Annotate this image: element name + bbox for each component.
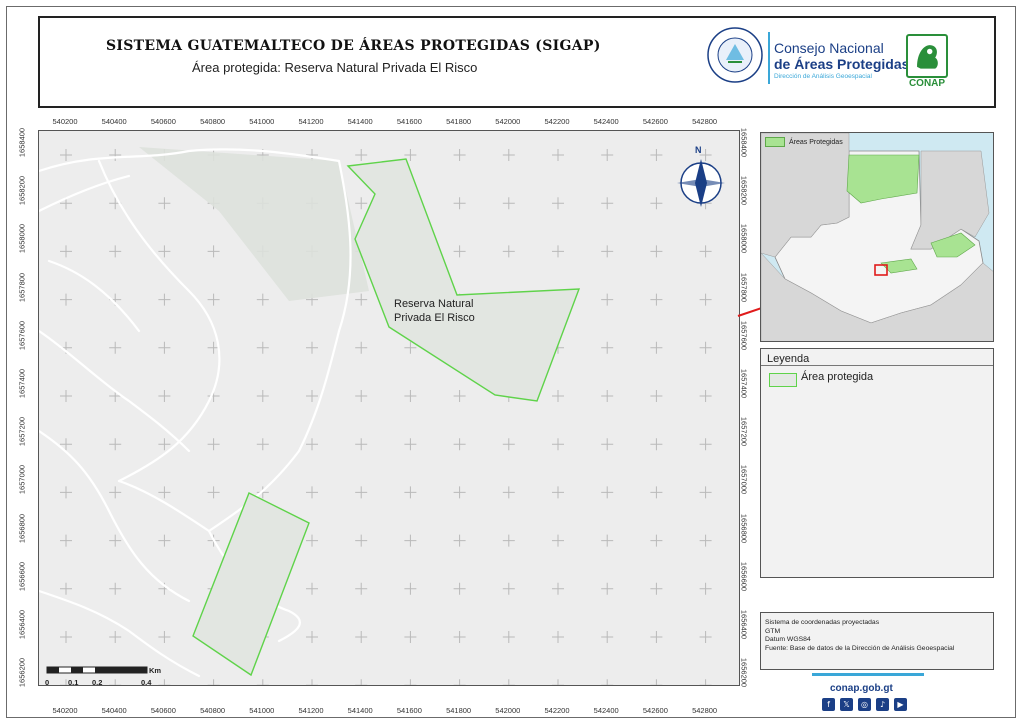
grid-cross <box>601 149 613 161</box>
grid-cross <box>355 486 367 498</box>
grid-cross <box>109 535 121 547</box>
y-tick-label: 1656200 <box>17 658 27 688</box>
grid-cross <box>700 535 712 547</box>
grid-cross <box>454 438 466 450</box>
grid-cross <box>552 197 564 209</box>
grid-cross <box>355 438 367 450</box>
grid-cross <box>700 342 712 354</box>
grid-cross <box>208 486 220 498</box>
scale-label-2: 0.2 <box>92 678 103 686</box>
org-name-line3: Dirección de Análisis Geoespacial <box>774 73 872 80</box>
y-tick-label: 1657200 <box>739 417 749 447</box>
grid-cross <box>454 197 466 209</box>
y-tick-label: 1658200 <box>17 176 27 206</box>
grid-cross <box>208 294 220 306</box>
north-label: N <box>695 145 702 155</box>
grid-cross <box>552 631 564 643</box>
scale-label-1: 0.1 <box>68 678 79 686</box>
grid-cross <box>306 535 318 547</box>
grid-cross <box>306 583 318 595</box>
grid-cross <box>109 245 121 257</box>
grid-cross <box>700 631 712 643</box>
x-tick-label: 541200 <box>298 117 324 126</box>
grid-cross <box>650 245 662 257</box>
x-tick-label: 540800 <box>200 706 226 715</box>
grid-cross <box>158 197 170 209</box>
grid-cross <box>109 149 121 161</box>
grid-cross <box>552 149 564 161</box>
x-tick-label: 542600 <box>642 117 668 126</box>
grid-cross <box>454 583 466 595</box>
grid-cross <box>109 583 121 595</box>
y-tick-label: 1656400 <box>739 609 749 640</box>
y-tick-label: 1658400 <box>17 127 27 158</box>
x-tick-label: 540200 <box>52 117 78 126</box>
y-tick-label: 1657800 <box>17 272 27 302</box>
grid-cross <box>503 149 515 161</box>
grid-cross <box>650 149 662 161</box>
grid-cross <box>158 486 170 498</box>
grid-cross <box>355 583 367 595</box>
grid-cross <box>700 390 712 402</box>
grid-cross <box>257 342 269 354</box>
grid-cross <box>503 535 515 547</box>
grid-cross <box>158 679 170 686</box>
grid-cross <box>158 631 170 643</box>
grid-cross <box>552 438 564 450</box>
grid-cross <box>700 583 712 595</box>
y-tick-label: 1658000 <box>739 224 749 254</box>
x-tick-label: 542400 <box>593 706 619 715</box>
grid-cross <box>306 342 318 354</box>
grid-cross <box>355 294 367 306</box>
x-tick-label: 540600 <box>150 706 176 715</box>
grid-cross <box>109 438 121 450</box>
grid-cross <box>552 486 564 498</box>
grid-cross <box>503 486 515 498</box>
x-tick-label: 540400 <box>101 706 127 715</box>
y-tick-label: 1657400 <box>739 368 749 399</box>
grid-cross <box>601 390 613 402</box>
grid-cross <box>454 631 466 643</box>
grid-cross <box>700 245 712 257</box>
shaded-terrain <box>139 147 369 301</box>
grid-cross <box>650 390 662 402</box>
grid-cross <box>306 486 318 498</box>
org-divider <box>768 32 770 84</box>
scale-label-3: 0.4 <box>141 678 152 686</box>
grid-cross <box>109 342 121 354</box>
grid-cross <box>404 390 416 402</box>
protected-area-north[interactable] <box>348 159 579 401</box>
grid-cross <box>503 679 515 686</box>
grid-cross <box>700 486 712 498</box>
website-link[interactable]: conap.gob.gt <box>830 683 893 694</box>
grid-cross <box>503 438 515 450</box>
grid-cross <box>158 535 170 547</box>
conap-label: CONAP <box>908 78 946 89</box>
inset-legend-label: Áreas Protegidas <box>789 138 843 146</box>
grid-cross <box>700 438 712 450</box>
x-tick-label: 541400 <box>347 706 373 715</box>
grid-cross <box>552 583 564 595</box>
inset-legend-swatch <box>765 137 785 147</box>
meta-line-datum: Datum WGS84 <box>765 636 811 643</box>
grid-cross <box>601 631 613 643</box>
grid-cross <box>355 149 367 161</box>
x-tick-label: 541600 <box>396 117 422 126</box>
grid-cross <box>503 245 515 257</box>
conap-logo-icon <box>906 34 948 78</box>
x-tick-label: 541800 <box>446 706 472 715</box>
instagram-icon[interactable]: ◎ <box>858 698 871 711</box>
grid-cross <box>601 486 613 498</box>
x-tick-label: 542000 <box>495 117 521 126</box>
y-tick-label: 1656200 <box>739 658 749 688</box>
facebook-icon[interactable]: f <box>822 698 835 711</box>
grid-cross <box>454 535 466 547</box>
grid-cross <box>503 583 515 595</box>
grid-cross <box>454 390 466 402</box>
grid-cross <box>650 679 662 686</box>
org-name-line1: Consejo Nacional <box>774 40 884 56</box>
x-tick-label: 540400 <box>101 117 127 126</box>
grid-cross <box>454 149 466 161</box>
inset-map[interactable] <box>760 132 994 342</box>
y-tick-label: 1657800 <box>739 272 749 302</box>
youtube-icon[interactable]: ▶ <box>894 698 907 711</box>
grid-cross <box>601 679 613 686</box>
grid-cross <box>257 438 269 450</box>
x-icon[interactable]: 𝕏 <box>840 698 853 711</box>
grid-cross <box>404 583 416 595</box>
grid-cross <box>552 535 564 547</box>
grid-cross <box>158 245 170 257</box>
org-name-line2: de Áreas Protegidas <box>774 56 910 72</box>
grid-cross <box>552 245 564 257</box>
grid-cross <box>355 535 367 547</box>
inset-legend <box>765 137 843 147</box>
grid-cross <box>650 535 662 547</box>
grid-cross <box>650 486 662 498</box>
grid-cross <box>306 631 318 643</box>
grid-cross <box>208 438 220 450</box>
grid-cross <box>158 390 170 402</box>
grid-cross <box>355 631 367 643</box>
grid-cross <box>60 535 72 547</box>
grid-cross <box>601 197 613 209</box>
x-tick-label: 540200 <box>52 706 78 715</box>
grid-cross <box>700 294 712 306</box>
grid-cross <box>404 535 416 547</box>
y-tick-label: 1657200 <box>17 417 27 447</box>
grid-cross <box>306 679 318 686</box>
grid-cross <box>355 390 367 402</box>
grid-cross <box>60 631 72 643</box>
x-tick-label: 542200 <box>544 117 570 126</box>
grid-cross <box>454 245 466 257</box>
grid-cross <box>60 149 72 161</box>
grid-cross <box>454 679 466 686</box>
grid-cross <box>601 245 613 257</box>
grid-cross <box>700 679 712 686</box>
main-map[interactable] <box>38 130 740 686</box>
y-tick-label: 1657600 <box>739 320 749 350</box>
x-tick-label: 542200 <box>544 706 570 715</box>
grid-cross <box>60 583 72 595</box>
protected-area-south[interactable] <box>193 493 309 675</box>
y-tick-label: 1658200 <box>739 176 749 206</box>
grid-cross <box>60 245 72 257</box>
x-tick-label: 542400 <box>593 117 619 126</box>
x-tick-label: 542000 <box>495 706 521 715</box>
x-tick-label: 541000 <box>249 117 275 126</box>
grid-cross <box>601 583 613 595</box>
meta-line-gtm: GTM <box>765 627 781 635</box>
x-tick-label: 540800 <box>200 117 226 126</box>
y-tick-label: 1656600 <box>17 561 27 591</box>
y-tick-label: 1656600 <box>739 561 749 591</box>
grid-cross <box>355 679 367 686</box>
grid-cross <box>158 294 170 306</box>
grid-cross <box>158 342 170 354</box>
grid-cross <box>601 535 613 547</box>
meta-line-source: Fuente: Base de datos de la Dirección de Análisis Geoespacial <box>765 644 955 652</box>
grid-cross <box>404 631 416 643</box>
y-tick-label: 1656400 <box>17 609 27 640</box>
y-tick-label: 1657600 <box>17 320 27 350</box>
page-subtitle: Área protegida: Reserva Natural Privada El Risco <box>192 60 478 75</box>
grid-cross <box>601 294 613 306</box>
meta-line-projection: Sistema de coordenadas proyectadas <box>765 619 880 626</box>
grid-cross <box>355 342 367 354</box>
grid-cross <box>208 679 220 686</box>
y-tick-label: 1657000 <box>739 465 749 495</box>
guatemala-seal-icon <box>706 26 764 84</box>
grid-cross <box>60 294 72 306</box>
x-tick-label: 542600 <box>642 706 668 715</box>
tiktok-icon[interactable]: ♪ <box>876 698 889 711</box>
scale-unit: Km <box>149 666 162 675</box>
grid-cross <box>503 197 515 209</box>
grid-cross <box>355 197 367 209</box>
x-tick-label: 541200 <box>298 706 324 715</box>
grid-cross <box>650 583 662 595</box>
legend-panel <box>760 348 994 578</box>
legend-label-protected-area: Área protegida <box>801 371 874 383</box>
x-tick-label: 541800 <box>446 117 472 126</box>
north-arrow-icon <box>677 159 725 207</box>
footer-divider <box>812 673 924 676</box>
x-tick-label: 541400 <box>347 117 373 126</box>
social-icons <box>822 698 907 711</box>
area-label: Reserva Natural Privada El Risco <box>394 298 475 324</box>
grid-cross <box>109 631 121 643</box>
legend-title: Leyenda <box>767 353 810 365</box>
grid-cross <box>109 679 121 686</box>
grid-cross <box>306 390 318 402</box>
x-tick-label: 541000 <box>249 706 275 715</box>
page-title: SISTEMA GUATEMALTECO DE ÁREAS PROTEGIDAS (SIGAP) <box>106 38 601 54</box>
inset-canvas <box>761 133 994 342</box>
y-tick-label: 1658000 <box>17 224 27 254</box>
grid-cross <box>60 486 72 498</box>
grid-cross <box>208 245 220 257</box>
grid-cross <box>404 438 416 450</box>
grid-cross <box>257 679 269 686</box>
grid-cross <box>601 342 613 354</box>
grid-cross <box>158 438 170 450</box>
grid-cross <box>552 390 564 402</box>
x-tick-label: 542800 <box>692 117 718 126</box>
grid-cross <box>650 294 662 306</box>
map-canvas <box>39 131 740 686</box>
grid-cross <box>257 294 269 306</box>
grid-cross <box>404 486 416 498</box>
y-tick-label: 1656800 <box>739 513 749 543</box>
scale-label-0: 0 <box>45 678 50 686</box>
grid-cross <box>601 438 613 450</box>
legend-swatch-protected-area <box>769 373 797 387</box>
metadata-panel <box>760 612 994 670</box>
y-tick-label: 1657400 <box>17 368 27 399</box>
header-panel <box>38 16 996 108</box>
grid-cross <box>650 631 662 643</box>
scale-bar <box>47 667 147 673</box>
y-tick-label: 1657000 <box>17 465 27 495</box>
grid-cross <box>454 486 466 498</box>
grid-cross <box>650 342 662 354</box>
grid-cross <box>109 486 121 498</box>
grid-cross <box>60 390 72 402</box>
y-tick-label: 1658400 <box>739 127 749 158</box>
grid-cross <box>306 438 318 450</box>
y-tick-label: 1656800 <box>17 513 27 543</box>
grid-cross <box>552 679 564 686</box>
grid-cross <box>503 631 515 643</box>
grid-cross <box>650 438 662 450</box>
grid-cross <box>404 679 416 686</box>
x-tick-label: 542800 <box>692 706 718 715</box>
x-tick-label: 540600 <box>150 117 176 126</box>
x-tick-label: 541600 <box>396 706 422 715</box>
grid-cross <box>650 197 662 209</box>
grid-cross <box>257 390 269 402</box>
